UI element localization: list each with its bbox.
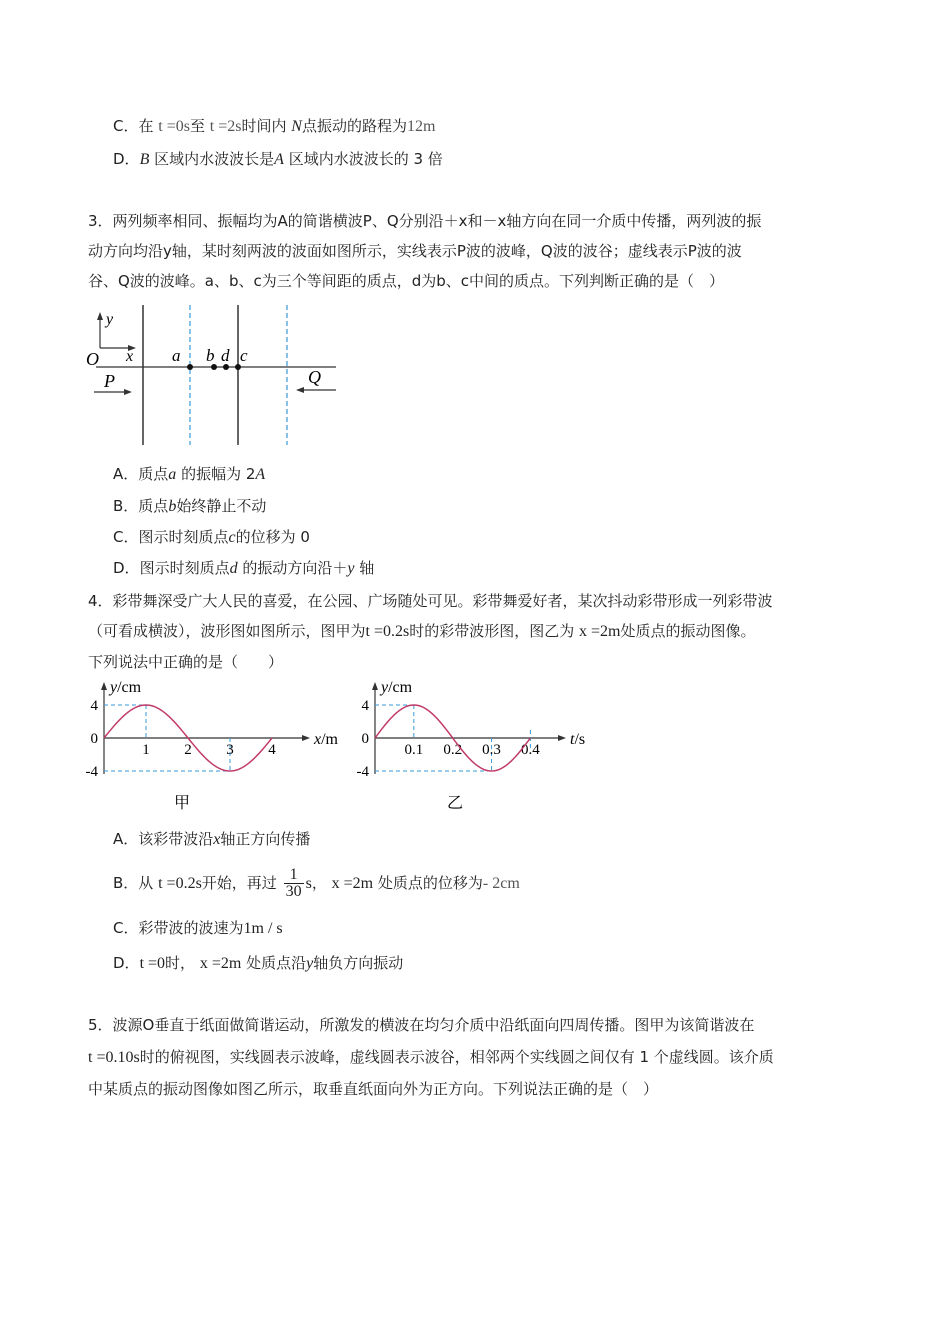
label-a: a [172, 346, 181, 365]
text: 的振动方向沿＋ [242, 559, 348, 577]
x-axis-label: x/m [314, 731, 338, 748]
q3-option-c [113, 526, 310, 549]
label-c: c [240, 346, 248, 365]
p-arrowhead [124, 389, 132, 395]
math: x =2m [331, 875, 374, 892]
math: x =2m [199, 955, 242, 972]
x-tick-label: 0.4 [521, 742, 540, 758]
point-a [187, 364, 193, 370]
text: 至 [189, 117, 205, 135]
x-label: x [126, 348, 134, 365]
option-label: D． [113, 954, 140, 972]
label-b: b [206, 346, 215, 365]
math: B [139, 151, 150, 168]
text: 图示时刻质点 [138, 528, 229, 546]
fraction [284, 867, 304, 900]
text: 轴 [359, 559, 375, 577]
label-d: d [221, 346, 230, 365]
option-label: A． [113, 830, 139, 848]
math: y [347, 560, 355, 577]
fraction-denominator: 30 [285, 883, 302, 900]
math: t =0.2s [365, 623, 410, 640]
math: 1m / s [243, 920, 283, 937]
math: A [274, 151, 284, 168]
math: t =2s [209, 118, 242, 135]
q4-option-d [113, 952, 403, 975]
text: 从 [138, 874, 154, 892]
q5-stem-line-3: 中某质点的振动图像如图乙所示，取垂直纸面向外为正方向。下列说法正确的是（ ） [88, 1080, 659, 1098]
unit: s [305, 875, 312, 892]
text: 时间内 [241, 117, 287, 135]
x-tick-label: 1 [142, 742, 150, 758]
fraction-numerator: 1 [284, 867, 304, 884]
option-label: D． [113, 150, 140, 168]
text: 区域内水波波长是 [154, 150, 275, 168]
text: 点振动的路程为 [301, 117, 407, 135]
label-p: P [104, 371, 115, 391]
text: 始终静止不动 [176, 497, 267, 515]
chart-caption: 乙 [446, 795, 464, 812]
q4-option-c [113, 917, 283, 940]
text: 时的彩带波形图，图乙为 [409, 622, 575, 640]
math: - 2cm [482, 875, 520, 892]
text: 处质点的振动图像。 [620, 622, 756, 640]
text: 质点 [138, 497, 169, 515]
y-tick-label: 0 [90, 731, 98, 747]
text: 轴负方向振动 [313, 954, 404, 972]
text: ， [311, 874, 327, 892]
x-axis-arrowhead [302, 735, 310, 741]
y-axis-arrowhead [101, 682, 107, 690]
text: 处质点的位移为 [377, 874, 483, 892]
text: （可看成横波），波形图如图所示，图甲为 [88, 622, 366, 640]
text: 的位移为 0 [235, 528, 310, 546]
y-tick-label: 4 [90, 698, 98, 714]
x-tick-label: 0.2 [443, 742, 463, 758]
option-label: A． [113, 465, 139, 483]
q4-option-b [113, 866, 520, 901]
y-axis-label: y/cm [110, 679, 142, 696]
text: 的振幅为 2 [181, 465, 256, 483]
y-tick-label: 0 [361, 731, 369, 747]
q4-option-a [113, 828, 310, 851]
math: x =2m [579, 623, 621, 640]
q5-stem-line-1: 5．波源O垂直于纸面做简谐运动，所激发的横波在均匀介质中沿纸面向四周传播。图甲为该简谐波在 [88, 1016, 755, 1034]
q3-stem-line-2: 动方向均沿y轴，某时刻两波的波面如图所示，实线表示P波的波峰，Q波的波谷；虚线表示P波的波 [88, 242, 742, 260]
math: x [213, 831, 221, 848]
text: 轴正方向传播 [220, 830, 311, 848]
text: 图示时刻质点 [139, 559, 230, 577]
label-q: Q [308, 367, 321, 387]
x-tick-label: 0.1 [404, 742, 424, 758]
x-axis-label: t/s [570, 731, 586, 748]
y-arrowhead [97, 312, 103, 320]
x-tick-label: 0.3 [482, 742, 501, 758]
q2-option-c [113, 115, 435, 138]
q3-stem-line-1: 3．两列频率相同、振幅均为A的简谐横波P、Q分别沿＋x和－x轴方向在同一介质中传播，两列波的振 [88, 212, 762, 230]
math: d [229, 560, 238, 577]
option-label: C． [113, 528, 139, 546]
q3-option-a [113, 463, 265, 486]
y-tick-label: -4 [85, 764, 98, 780]
text: 该彩带波沿 [138, 830, 214, 848]
origin-label: O [86, 349, 99, 369]
text: 处质点沿 [246, 954, 307, 972]
option-label: C． [113, 117, 139, 135]
q-arrowhead [296, 387, 304, 393]
text: 时的俯视图，实线圆表示波峰，虚线圆表示波谷，相邻两个实线圆之间仅有 1 个虚线圆。该介质 [139, 1048, 774, 1066]
y-tick-label: -4 [356, 764, 369, 780]
option-label: D． [113, 559, 140, 577]
option-label: B． [113, 497, 139, 515]
q2-option-d [113, 148, 443, 171]
math: b [168, 498, 177, 515]
math: t =0s [158, 118, 190, 135]
text: 彩带波的波速为 [138, 919, 244, 937]
x-tick-label: 4 [268, 742, 276, 758]
text: 时， [165, 954, 196, 972]
y-tick-label: 4 [361, 698, 369, 714]
math: 12m [406, 118, 436, 135]
text: 在 [138, 117, 154, 135]
q3-option-b [113, 495, 266, 518]
q4-stem-line-3: 下列说法中正确的是（ ） [88, 653, 284, 671]
math: t =0.2s [158, 875, 202, 892]
y-axis-arrowhead [372, 682, 378, 690]
math: t =0.10s [88, 1049, 140, 1066]
x-axis-arrowhead [558, 735, 566, 741]
q4-stem-line-2 [88, 620, 756, 643]
x-tick-label: 3 [226, 742, 234, 758]
math: a [168, 466, 177, 483]
option-label: C． [113, 919, 139, 937]
math: y [306, 955, 314, 972]
math: t =0 [139, 955, 166, 972]
text: 区域内水波波长的 3 倍 [288, 150, 443, 168]
x-tick-label: 2 [184, 742, 192, 758]
text: 开始，再过 [201, 874, 277, 892]
q5-stem-line-2 [88, 1046, 774, 1069]
q4-stem-line-1: 4．彩带舞深受广大人民的喜爱，在公园、广场随处可见。彩带舞爱好者，某次抖动彩带形成一列彩带波 [88, 592, 773, 610]
text: 质点 [138, 465, 169, 483]
math: N [291, 118, 302, 135]
y-axis-label: y/cm [381, 679, 413, 696]
q3-wavefront-figure [80, 300, 350, 450]
y-label: y [106, 311, 114, 328]
chart-jia-waveform [84, 676, 354, 816]
q3-stem-line-3: 谷、Q波的波峰。a、b、c为三个等间距的质点，d为b、c中间的质点。下列判断正确的是（ ） [88, 272, 725, 290]
q3-option-d [113, 557, 374, 580]
math: A [255, 466, 266, 483]
option-label: B． [113, 874, 139, 892]
chart-caption: 甲 [173, 795, 191, 812]
chart-yi-vibration [355, 676, 615, 816]
math: c [228, 529, 236, 546]
